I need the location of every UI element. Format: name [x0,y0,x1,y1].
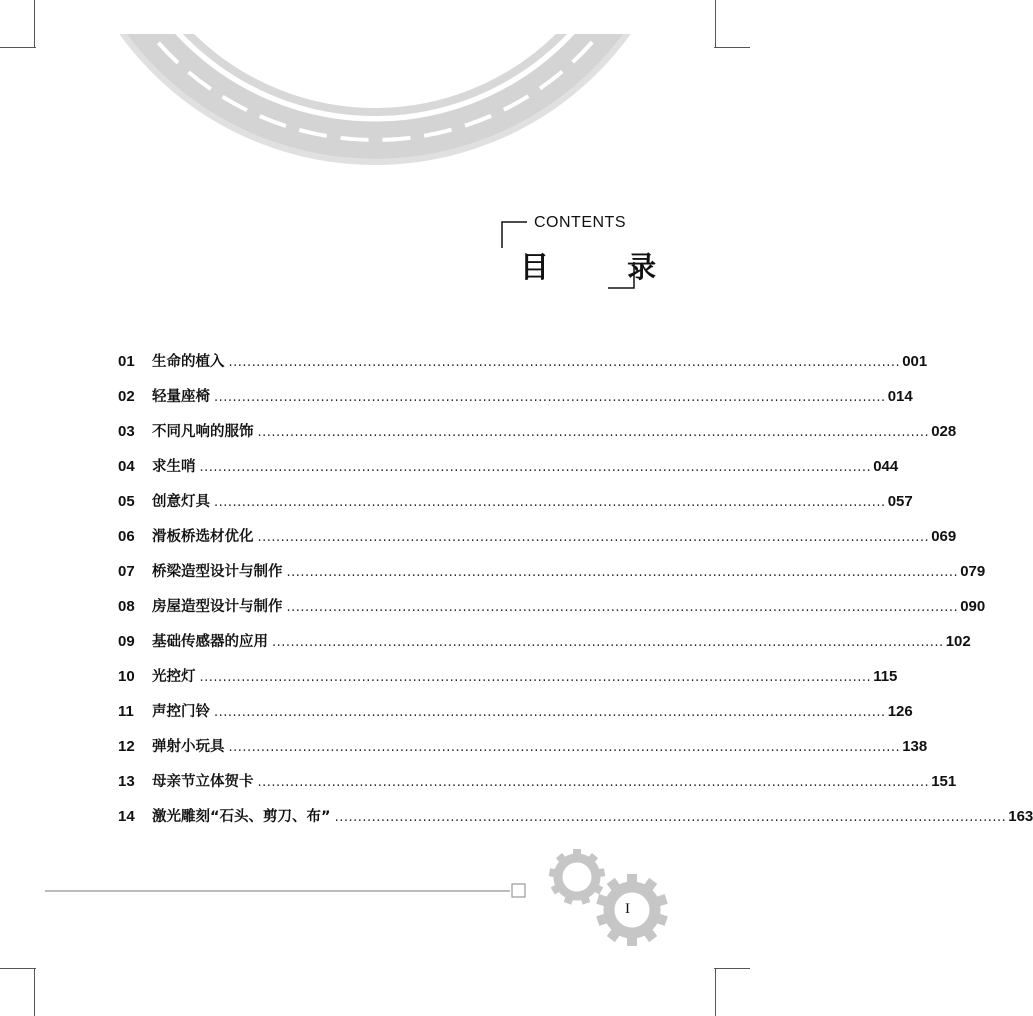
toc-leader: ................................................................................................................................................. [334,810,1007,825]
toc-leader: ................................................................................................................................................. [214,705,886,720]
toc-leader: ................................................................................................................................................. [257,775,930,790]
toc-leader: ................................................................................................................................................. [199,670,872,685]
toc-page: 001 [902,353,928,370]
toc-page: 138 [902,738,928,755]
toc-title: 弹射小玩具 [152,739,225,755]
toc-title: 生命的植入 [152,354,225,370]
page-number: I [625,901,630,917]
toc-page: 014 [887,388,913,405]
toc-title: 轻量座椅 [152,389,210,405]
toc-title: 创意灯具 [152,494,210,510]
toc-number: 01 [118,353,135,370]
toc-page: 044 [873,458,899,475]
toc-title: 桥梁造型设计与制作 [152,564,283,580]
toc-number: 13 [118,773,135,790]
toc-number: 07 [118,563,135,580]
toc-number: 10 [118,668,135,685]
toc-page: 115 [873,668,898,685]
toc-leader: ................................................................................................................................................. [286,600,959,615]
gear-icon [549,849,606,905]
contents-english-heading: CONTENTS [534,214,626,231]
toc-page: 057 [887,493,913,510]
toc-number: 14 [118,808,135,825]
toc-leader: ................................................................................................................................................. [257,530,930,545]
toc-title: 声控门铃 [152,704,210,720]
toc-page: 079 [960,563,986,580]
toc-number: 06 [118,528,135,545]
toc-number: 09 [118,633,135,650]
toc-title: 基础传感器的应用 [152,634,268,650]
toc-page: 102 [945,633,971,650]
toc-title: 不同凡响的服饰 [152,424,254,440]
toc-page: 090 [960,598,986,615]
toc-page: 069 [931,528,957,545]
toc-page: 028 [931,423,957,440]
toc-number: 08 [118,598,135,615]
toc-leader: ................................................................................................................................................. [228,740,901,755]
toc-title: 滑板桥选材优化 [152,529,254,545]
toc-page: 151 [931,773,957,790]
toc-title: 光控灯 [152,669,196,685]
contents-chinese-heading: 目 录 [520,250,691,284]
toc-page: 163 [1008,808,1033,825]
toc-leader: ................................................................................................................................................. [286,565,959,580]
toc-title: 求生哨 [152,459,196,475]
toc-title: 房屋造型设计与制作 [152,599,283,615]
toc-number: 02 [118,388,135,405]
toc-page: 126 [887,703,913,720]
toc-leader: ................................................................................................................................................. [214,390,886,405]
toc-title: 母亲节立体贺卡 [152,774,254,790]
toc-number: 11 [118,703,134,720]
footer-rule-end-square [512,884,525,897]
toc-title: 激光雕刻“石头、剪刀、布” [152,809,331,825]
toc-number: 03 [118,423,135,440]
toc-number: 05 [118,493,135,510]
toc-number: 12 [118,738,135,755]
toc-leader: ................................................................................................................................................. [199,460,872,475]
toc-leader: ................................................................................................................................................. [272,635,944,650]
toc-leader: ................................................................................................................................................. [214,495,886,510]
toc-leader: ................................................................................................................................................. [228,355,901,370]
gear-icon [596,874,668,946]
toc-number: 04 [118,458,135,475]
toc-leader: ................................................................................................................................................. [257,425,930,440]
